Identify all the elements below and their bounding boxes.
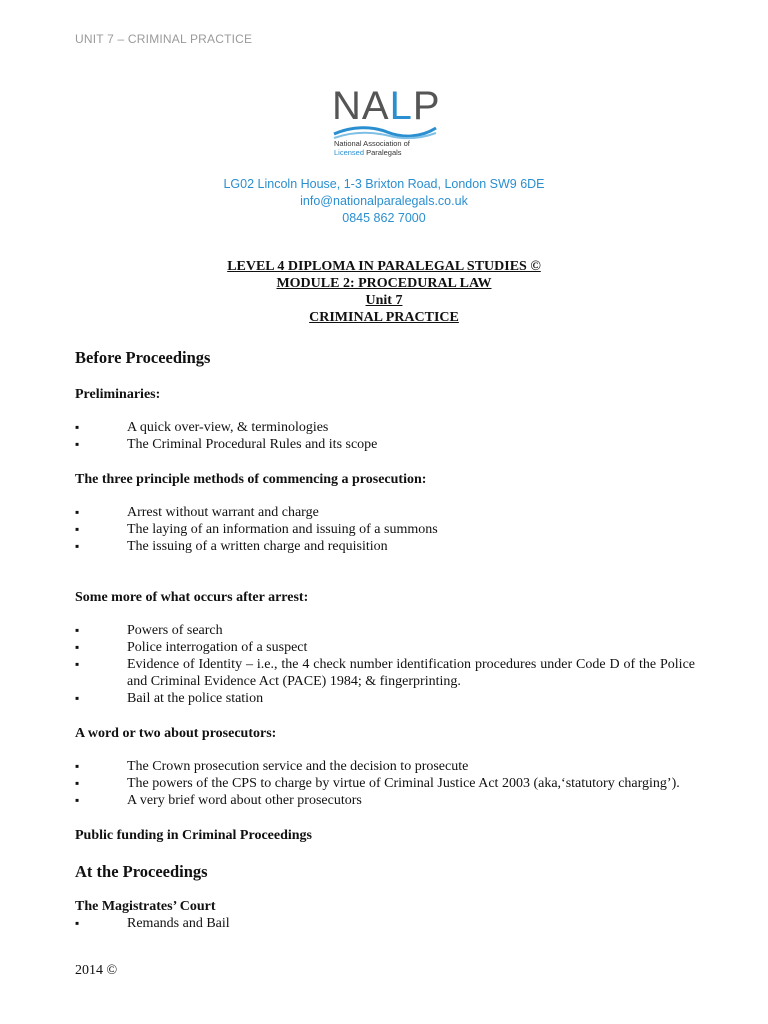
list-item: ▪ The Criminal Procedural Rules and its scope	[75, 436, 695, 453]
list-item: ▪ Police interrogation of a suspect	[75, 639, 695, 656]
title-module: MODULE 2: PROCEDURAL LAW	[276, 276, 492, 291]
email[interactable]: info@nationalparalegals.co.uk	[300, 194, 468, 208]
heading-after-arrest: Some more of what occurs after arrest:	[75, 590, 309, 605]
nalp-logo	[332, 86, 442, 164]
list-magistrates	[75, 915, 695, 932]
logo-subtitle: National Association of Licensed Paralegals	[334, 139, 410, 157]
list-item: ▪ Powers of search	[75, 622, 695, 639]
document-titles	[0, 258, 768, 326]
title-unit: Unit 7	[365, 293, 403, 308]
list-prosecutors	[75, 758, 695, 809]
list-item: ▪ Bail at the police station	[75, 690, 695, 707]
address: LG02 Lincoln House, 1-3 Brixton Road, London SW9 6DE	[223, 177, 545, 191]
list-item: ▪ Remands and Bail	[75, 915, 695, 932]
page-footer: 2014 ©	[75, 963, 118, 978]
list-item: ▪ A very brief word about other prosecutors	[75, 792, 695, 809]
logo-wave-icon	[332, 124, 438, 140]
phone: 0845 862 7000	[342, 211, 426, 225]
logo-wordmark: NALP	[332, 84, 441, 128]
heading-magistrates-court: The Magistrates’ Court	[75, 899, 216, 914]
list-item: ▪ The issuing of a written charge and requisition	[75, 538, 695, 555]
heading-preliminaries: Preliminaries:	[75, 387, 161, 402]
list-item: ▪ Arrest without warrant and charge	[75, 504, 695, 521]
list-item: ▪ The laying of an information and issuing of a summons	[75, 521, 695, 538]
title-criminal-practice: CRIMINAL PRACTICE	[309, 310, 459, 325]
list-methods	[75, 504, 695, 555]
running-header: UNIT 7 – CRIMINAL PRACTICE	[75, 32, 253, 46]
heading-prosecutors: A word or two about prosecutors:	[75, 726, 277, 741]
list-preliminaries	[75, 419, 695, 453]
list-item: ▪ A quick over-view, & terminologies	[75, 419, 695, 436]
heading-public-funding: Public funding in Criminal Proceedings	[75, 828, 312, 843]
title-diploma: LEVEL 4 DIPLOMA IN PARALEGAL STUDIES ©	[227, 259, 541, 274]
section-at-proceedings: At the Proceedings	[75, 862, 208, 881]
heading-methods: The three principle methods of commencing a prosecution:	[75, 472, 427, 487]
list-item: ▪ The powers of the CPS to charge by virtue of Criminal Justice Act 2003 (aka,‘statutory charging’).	[75, 775, 695, 792]
list-after-arrest	[75, 622, 695, 707]
contact-block	[0, 176, 768, 227]
section-before-proceedings: Before Proceedings	[75, 348, 211, 367]
document-body	[75, 348, 695, 932]
list-item: ▪ The Crown prosecution service and the decision to prosecute	[75, 758, 695, 775]
list-item: ▪ Evidence of Identity – i.e., the 4 check number identification procedures under Code D of the Police and Criminal Evidence Act (PACE) 1984; & fingerprinting.	[75, 656, 695, 690]
